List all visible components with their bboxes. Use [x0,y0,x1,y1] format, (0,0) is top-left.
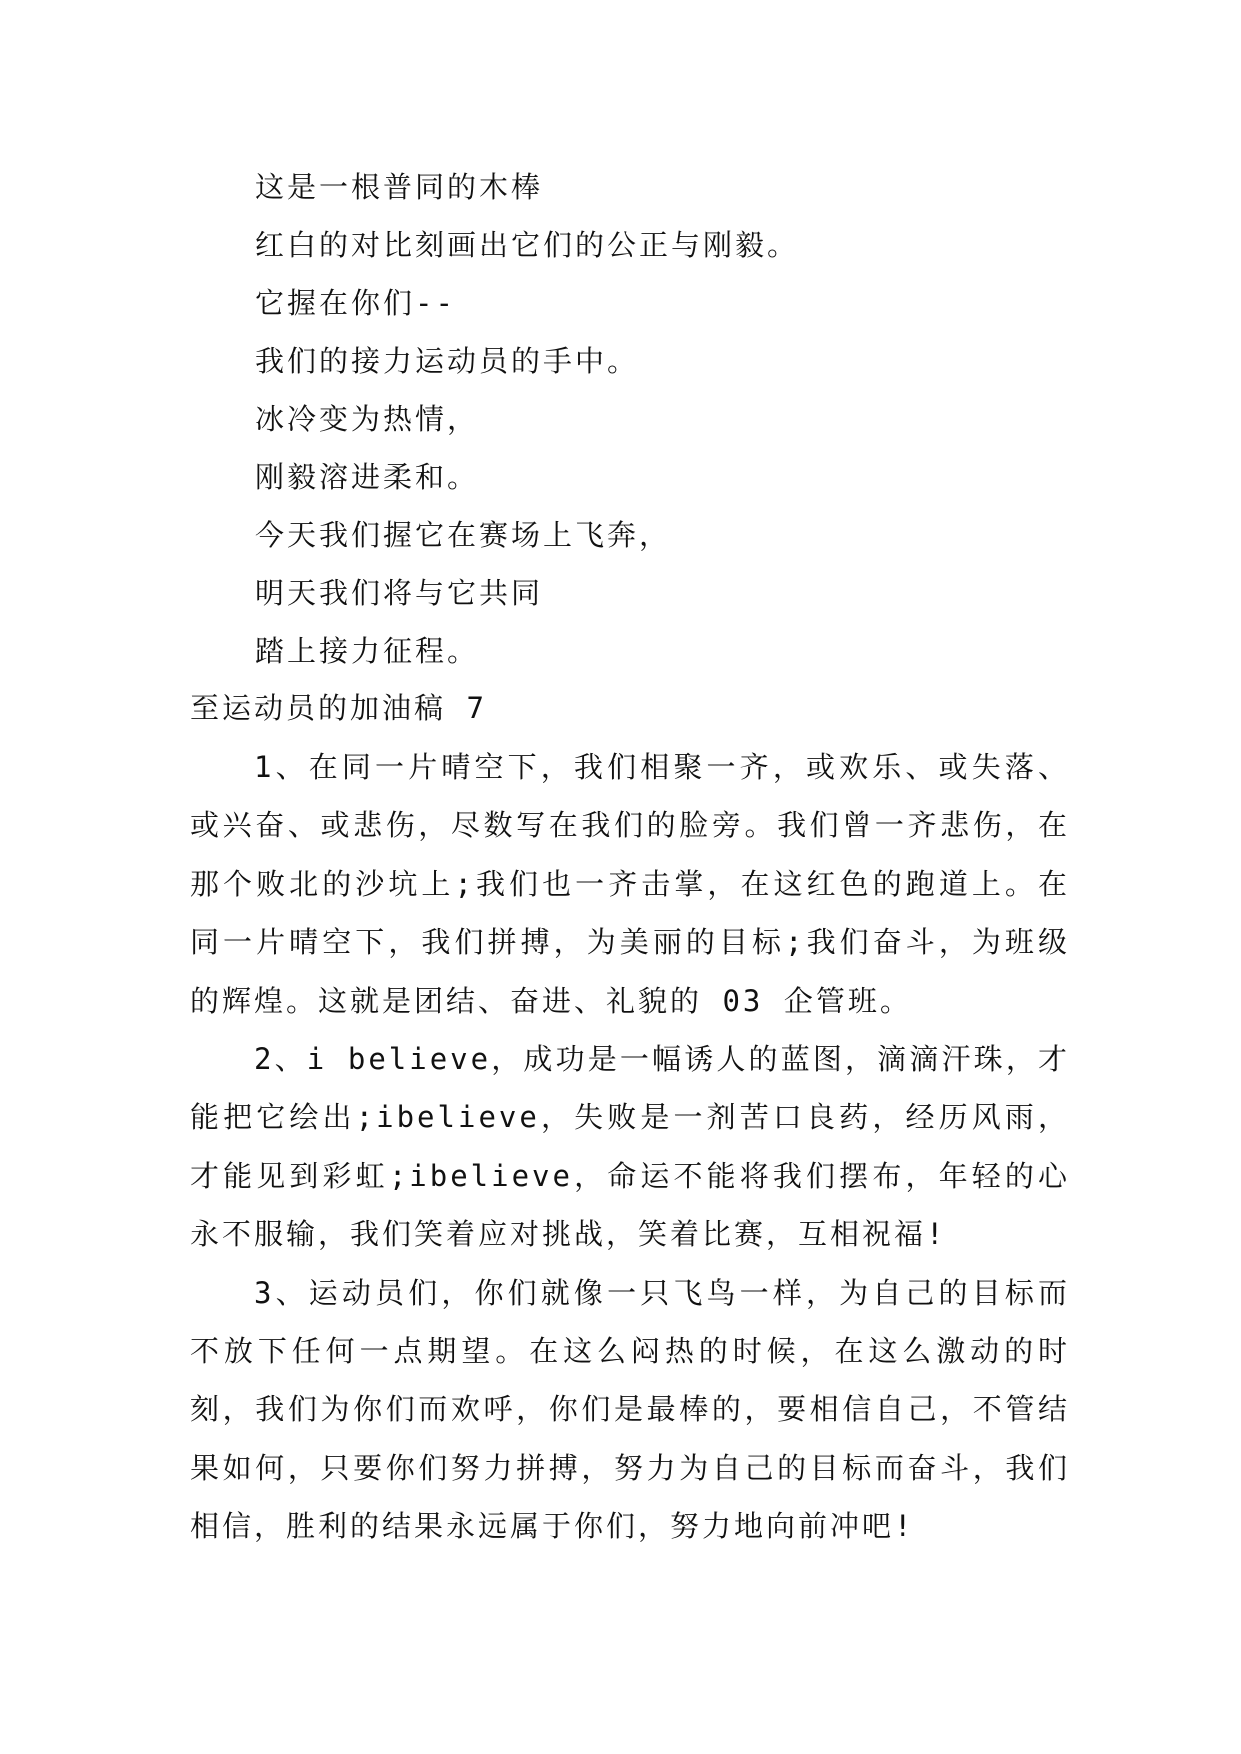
poem-line: 冰冷变为热情， [255,402,480,436]
poem-line: 我们的接力运动员的手中。 [255,344,640,378]
poem-line: 明天我们将与它共同 [255,576,544,610]
poem-line: 它握在你们-- [255,286,456,320]
paragraph: 2、i believe，成功是一幅诱人的蓝图，滴滴汗珠，才能把它绘出;ibelieve，失败是一剂苦口良药，经历风雨，才能见到彩虹;ibelieve，命运不能将我们摆布，年轻的心永不服输，我们笑着应对挑战，笑着比赛，互相祝福! [190,1042,1070,1252]
poem-line: 踏上接力征程。 [255,634,480,668]
poem-line: 这是一根普同的木棒 [255,170,544,204]
poem-line: 红白的对比刻画出它们的公正与刚毅。 [255,228,800,262]
body-text [190,738,1070,1556]
section-title: 至运动员的加油稿 7 [190,691,487,725]
paragraph: 1、在同一片晴空下，我们相聚一齐，或欢乐、或失落、或兴奋、或悲伤，尽数写在我们的脸旁。我们曾一齐悲伤，在那个败北的沙坑上;我们也一齐击掌，在这红色的跑道上。在同一片晴空下，我们拼搏，为美丽的目标;我们奋斗，为班级的辉煌。这就是团结、奋进、礼貌的 03 企管班。 [190,750,1070,1018]
poem [255,158,799,680]
poem-line: 今天我们握它在赛场上飞奔， [255,518,672,552]
paragraph: 3、运动员们，你们就像一只飞鸟一样，为自己的目标而不放下任何一点期望。在这么闷热的时候，在这么激动的时刻，我们为你们而欢呼，你们是最棒的，要相信自己，不管结果如何，只要你们努力拼搏，努力为自己的目标而奋斗，我们相信，胜利的结果永远属于你们，努力地向前冲吧! [190,1275,1070,1544]
poem-line: 刚毅溶进柔和。 [255,460,480,494]
